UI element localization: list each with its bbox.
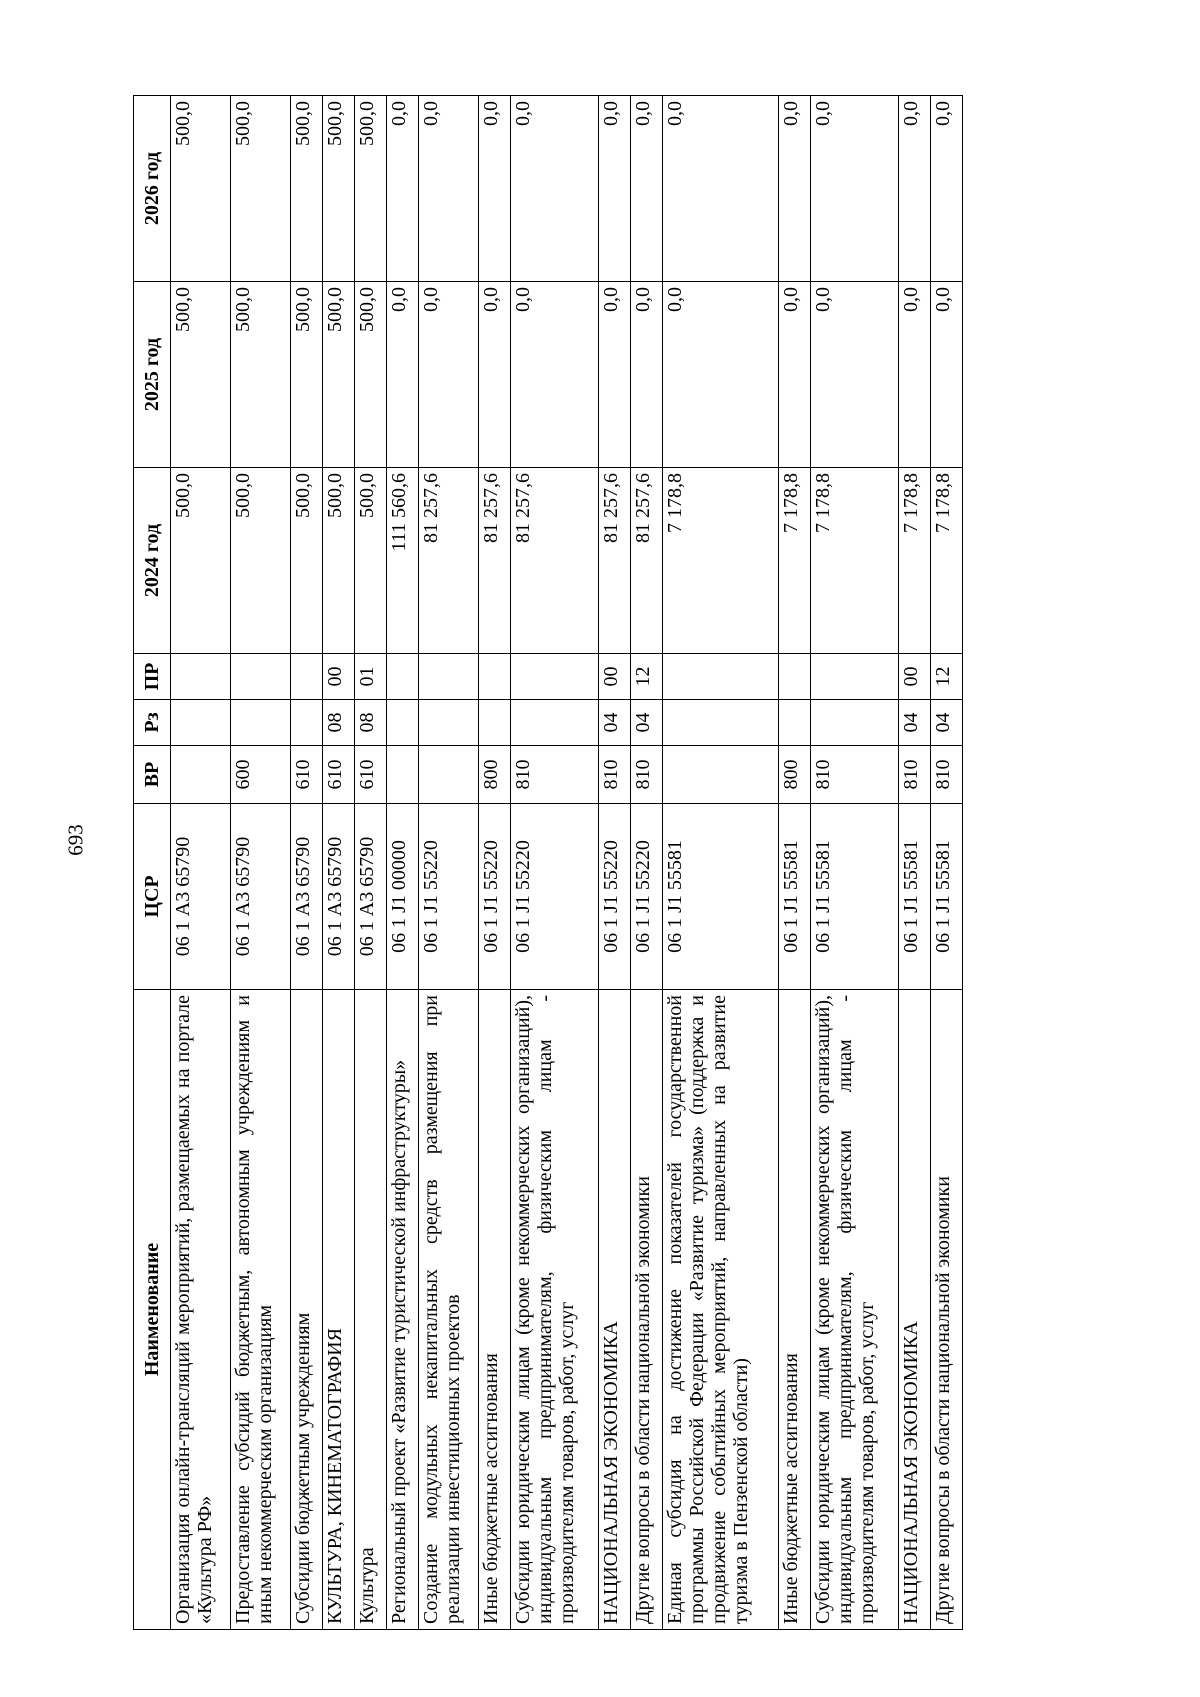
table-row <box>386 96 418 1630</box>
cell-2026: 0,0 <box>898 96 930 282</box>
cell-pr <box>171 654 231 700</box>
cell-2025: 500,0 <box>171 282 231 468</box>
table-row <box>510 96 598 1630</box>
cell-2026: 0,0 <box>778 96 810 282</box>
table-row <box>930 96 962 1630</box>
cell-pr: 12 <box>930 654 962 700</box>
cell-pr <box>418 654 478 700</box>
cell-rz <box>778 700 810 746</box>
cell-vr: 610 <box>291 746 323 804</box>
table-row <box>322 96 354 1630</box>
cell-csr: 06 1 J1 55581 <box>778 804 810 990</box>
cell-rz <box>810 700 898 746</box>
cell-2025: 0,0 <box>630 282 662 468</box>
cell-vr: 810 <box>598 746 630 804</box>
cell-pr: 00 <box>898 654 930 700</box>
cell-name: Иные бюджетные ассигнования <box>478 990 510 1630</box>
cell-rz: 04 <box>898 700 930 746</box>
cell-rz <box>231 700 291 746</box>
cell-csr: 06 1 А3 65790 <box>231 804 291 990</box>
header-2025: 2025 год <box>134 282 171 468</box>
cell-rz <box>478 700 510 746</box>
cell-2026: 0,0 <box>930 96 962 282</box>
cell-pr <box>810 654 898 700</box>
cell-2025: 0,0 <box>510 282 598 468</box>
table-header-row <box>134 96 171 1630</box>
cell-2024: 500,0 <box>291 468 323 654</box>
cell-2025: 500,0 <box>291 282 323 468</box>
cell-rz <box>171 700 231 746</box>
cell-pr <box>510 654 598 700</box>
cell-2026: 500,0 <box>354 96 386 282</box>
cell-2024: 7 178,8 <box>810 468 898 654</box>
header-name: Наименование <box>134 990 171 1630</box>
table-row <box>171 96 231 1630</box>
cell-csr: 06 1 J1 55581 <box>930 804 962 990</box>
cell-2024: 81 257,6 <box>630 468 662 654</box>
cell-pr: 00 <box>598 654 630 700</box>
cell-2024: 81 257,6 <box>510 468 598 654</box>
cell-vr: 810 <box>630 746 662 804</box>
cell-2026: 0,0 <box>662 96 778 282</box>
cell-name: Предоставление субсидий бюджетным, автономным учреждениям и иным некоммерческим организациям <box>231 990 291 1630</box>
cell-pr: 12 <box>630 654 662 700</box>
cell-vr: 610 <box>354 746 386 804</box>
cell-pr: 01 <box>354 654 386 700</box>
cell-2024: 111 560,6 <box>386 468 418 654</box>
table-row <box>418 96 478 1630</box>
cell-csr: 06 1 J1 55581 <box>810 804 898 990</box>
cell-name: Региональный проект «Развитие туристической инфраструктуры» <box>386 990 418 1630</box>
cell-pr <box>478 654 510 700</box>
cell-name: Организация онлайн-трансляций мероприятий, размещаемых на портале «Культура РФ» <box>171 990 231 1630</box>
cell-pr <box>386 654 418 700</box>
header-2026: 2026 год <box>134 96 171 282</box>
cell-2024: 7 178,8 <box>662 468 778 654</box>
cell-2025: 0,0 <box>478 282 510 468</box>
cell-2026: 0,0 <box>386 96 418 282</box>
cell-name: Другие вопросы в области национальной экономики <box>930 990 962 1630</box>
cell-csr: 06 1 J1 55220 <box>630 804 662 990</box>
cell-2025: 0,0 <box>418 282 478 468</box>
cell-2025: 0,0 <box>898 282 930 468</box>
cell-2025: 0,0 <box>386 282 418 468</box>
cell-name: Единая субсидия на достижение показателей государственной программы Российской Федерации «Развитие туризма» (поддержка и продвижение событийных мероприятий, направленных на развитие туризма в Пензенской области) <box>662 990 778 1630</box>
cell-csr: 06 1 А3 65790 <box>322 804 354 990</box>
cell-2026: 0,0 <box>510 96 598 282</box>
cell-2026: 500,0 <box>171 96 231 282</box>
table-body <box>171 96 963 1630</box>
cell-vr: 810 <box>898 746 930 804</box>
table-row <box>291 96 323 1630</box>
rotated-table-container <box>133 95 963 1630</box>
cell-2025: 500,0 <box>231 282 291 468</box>
cell-2024: 500,0 <box>322 468 354 654</box>
cell-rz: 08 <box>322 700 354 746</box>
cell-2026: 0,0 <box>478 96 510 282</box>
cell-csr: 06 1 А3 65790 <box>354 804 386 990</box>
cell-vr: 600 <box>231 746 291 804</box>
cell-2024: 81 257,6 <box>478 468 510 654</box>
cell-2026: 500,0 <box>231 96 291 282</box>
cell-vr <box>171 746 231 804</box>
cell-vr <box>418 746 478 804</box>
cell-name: Субсидии бюджетным учреждениям <box>291 990 323 1630</box>
cell-2026: 500,0 <box>322 96 354 282</box>
cell-csr: 06 1 J1 55220 <box>510 804 598 990</box>
cell-2026: 0,0 <box>630 96 662 282</box>
cell-2024: 7 178,8 <box>778 468 810 654</box>
table-row <box>478 96 510 1630</box>
table-row <box>810 96 898 1630</box>
cell-rz <box>418 700 478 746</box>
cell-name: Иные бюджетные ассигнования <box>778 990 810 1630</box>
cell-rz: 08 <box>354 700 386 746</box>
table-row <box>662 96 778 1630</box>
cell-2026: 0,0 <box>810 96 898 282</box>
cell-2025: 0,0 <box>810 282 898 468</box>
cell-csr: 06 1 J1 55581 <box>898 804 930 990</box>
header-pr: ПР <box>134 654 171 700</box>
cell-2024: 7 178,8 <box>930 468 962 654</box>
cell-csr: 06 1 J1 55220 <box>598 804 630 990</box>
cell-rz <box>291 700 323 746</box>
cell-vr: 800 <box>478 746 510 804</box>
table-row <box>231 96 291 1630</box>
cell-csr: 06 1 J1 00000 <box>386 804 418 990</box>
cell-name: Субсидии юридическим лицам (кроме некоммерческих организаций), индивидуальным предпринимателям, физическим лицам - производителям товаров, работ, услуг <box>510 990 598 1630</box>
table-row <box>598 96 630 1630</box>
cell-2024: 500,0 <box>231 468 291 654</box>
cell-rz: 04 <box>598 700 630 746</box>
cell-rz <box>510 700 598 746</box>
cell-vr: 810 <box>510 746 598 804</box>
cell-2026: 500,0 <box>291 96 323 282</box>
cell-rz <box>386 700 418 746</box>
cell-2025: 500,0 <box>322 282 354 468</box>
cell-2025: 0,0 <box>598 282 630 468</box>
cell-2025: 0,0 <box>662 282 778 468</box>
cell-vr <box>662 746 778 804</box>
cell-name: КУЛЬТУРА, КИНЕМАТОГРАФИЯ <box>322 990 354 1630</box>
cell-name: НАЦИОНАЛЬНАЯ ЭКОНОМИКА <box>898 990 930 1630</box>
cell-pr <box>662 654 778 700</box>
header-vr: ВР <box>134 746 171 804</box>
cell-csr: 06 1 J1 55581 <box>662 804 778 990</box>
cell-pr <box>778 654 810 700</box>
cell-pr: 00 <box>322 654 354 700</box>
cell-2026: 0,0 <box>418 96 478 282</box>
cell-vr: 810 <box>810 746 898 804</box>
cell-name: Культура <box>354 990 386 1630</box>
page-number: 693 <box>63 824 88 856</box>
cell-vr: 800 <box>778 746 810 804</box>
cell-name: Другие вопросы в области национальной экономики <box>630 990 662 1630</box>
cell-name: Субсидии юридическим лицам (кроме некоммерческих организаций), индивидуальным предпринимателям, физическим лицам - производителям товаров, работ, услуг <box>810 990 898 1630</box>
cell-csr: 06 1 J1 55220 <box>418 804 478 990</box>
cell-name: НАЦИОНАЛЬНАЯ ЭКОНОМИКА <box>598 990 630 1630</box>
cell-2024: 81 257,6 <box>418 468 478 654</box>
budget-table <box>133 95 963 1630</box>
cell-pr <box>231 654 291 700</box>
cell-vr: 810 <box>930 746 962 804</box>
cell-rz: 04 <box>630 700 662 746</box>
cell-2024: 81 257,6 <box>598 468 630 654</box>
cell-2025: 0,0 <box>778 282 810 468</box>
cell-2024: 7 178,8 <box>898 468 930 654</box>
cell-csr: 06 1 А3 65790 <box>171 804 231 990</box>
cell-rz <box>662 700 778 746</box>
cell-pr <box>291 654 323 700</box>
table-row <box>898 96 930 1630</box>
header-csr: ЦСР <box>134 804 171 990</box>
cell-name: Создание модульных некапитальных средств размещения при реализации инвестиционных проектов <box>418 990 478 1630</box>
cell-csr: 06 1 А3 65790 <box>291 804 323 990</box>
cell-2025: 500,0 <box>354 282 386 468</box>
cell-vr: 610 <box>322 746 354 804</box>
table-row <box>354 96 386 1630</box>
cell-vr <box>386 746 418 804</box>
cell-csr: 06 1 J1 55220 <box>478 804 510 990</box>
cell-rz: 04 <box>930 700 962 746</box>
cell-2025: 0,0 <box>930 282 962 468</box>
header-rz: Рз <box>134 700 171 746</box>
header-2024: 2024 год <box>134 468 171 654</box>
cell-2024: 500,0 <box>354 468 386 654</box>
table-row <box>630 96 662 1630</box>
cell-2026: 0,0 <box>598 96 630 282</box>
cell-2024: 500,0 <box>171 468 231 654</box>
table-row <box>778 96 810 1630</box>
